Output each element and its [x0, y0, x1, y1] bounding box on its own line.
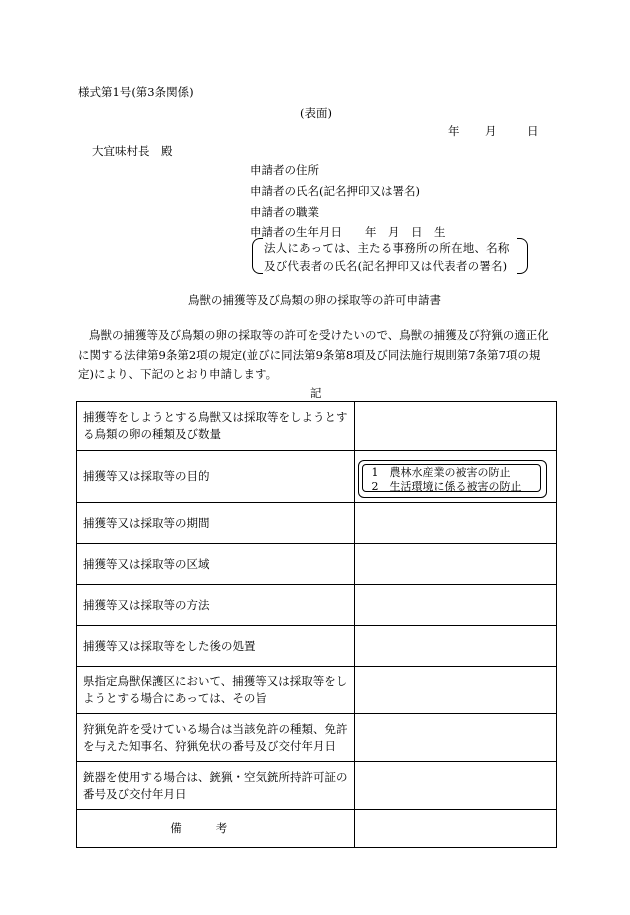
row-label: 捕獲等又は採取等の区域	[77, 544, 355, 585]
row-label: 銃器を使用する場合は、銃猟・空気銃所持許可証の番号及び交付年月日	[77, 762, 355, 810]
applicant-occupation-label: 申請者の職業	[250, 205, 319, 219]
table-row	[77, 762, 557, 810]
applicant-address-label: 申請者の住所	[250, 163, 319, 177]
table-row	[77, 714, 557, 762]
purpose-option[interactable]: 2 生活環境に係る被害の防止	[371, 479, 522, 493]
table-row	[77, 810, 557, 848]
table-row	[77, 585, 557, 626]
row-value-field[interactable]	[355, 762, 557, 810]
table-row	[77, 451, 557, 503]
purpose-box	[359, 460, 552, 494]
application-body-text: 鳥獣の捕獲等及び鳥類の卵の採取等の許可を受けたいので、鳥獣の捕獲及び狩猟の適正化に関する法律第9条第2項の規定(並びに同法第9条第8項及び同法施行規則第7条第7項の規定)により、下記のとおり申請します。	[78, 328, 549, 381]
row-label: 捕獲等又は採取等をした後の処置	[77, 626, 355, 667]
corporation-note-text: 法人にあっては、主たる事務所の所在地、名称及び代表者の氏名(記名押印又は代表者の署名)	[264, 241, 510, 273]
table-row	[77, 503, 557, 544]
row-value-field[interactable]	[355, 667, 557, 714]
row-label: 捕獲等又は採取等の方法	[77, 585, 355, 626]
row-label: 狩猟免許を受けている場合は当該免許の種類、免許を与えた知事名、狩猟免状の番号及び交付年月日	[77, 714, 355, 762]
left-bracket	[252, 238, 263, 274]
side-label: (表面)	[300, 106, 332, 120]
row-label: 捕獲等又は採取等の目的	[77, 451, 355, 503]
table-row	[77, 544, 557, 585]
purpose-outer-frame	[358, 460, 547, 498]
row-value-field[interactable]	[355, 503, 557, 544]
row-label: 県指定鳥獣保護区において、捕獲等又は採取等をしようとする場合にあっては、その旨	[77, 667, 355, 714]
table-row	[77, 667, 557, 714]
ki-mark: 記	[310, 386, 322, 400]
purpose-option[interactable]: 1 農林水産業の被害の防止	[371, 465, 511, 479]
table-row	[77, 402, 557, 451]
date-line	[448, 123, 539, 139]
row-value-field[interactable]	[355, 714, 557, 762]
row-label: 備考	[77, 810, 355, 848]
applicant-name-label: 申請者の氏名(記名押印又は署名)	[250, 184, 420, 198]
row-label: 捕獲等又は採取等の期間	[77, 503, 355, 544]
right-bracket	[517, 238, 528, 274]
corporation-note	[252, 238, 528, 274]
form-number: 様式第1号(第3条関係)	[78, 85, 194, 99]
table-row	[77, 626, 557, 667]
application-items-table	[76, 401, 557, 848]
date-month: 月	[485, 124, 497, 138]
addressee: 大宜味村長 殿	[92, 144, 173, 158]
row-value-field[interactable]	[355, 402, 557, 451]
row-label: 捕獲等をしようとする鳥獣又は採取等をしようとする鳥類の卵の種類及び数量	[77, 402, 355, 451]
row-value-field	[355, 451, 557, 503]
row-value-field[interactable]	[355, 585, 557, 626]
date-day: 日	[527, 124, 539, 138]
row-value-field[interactable]	[355, 810, 557, 848]
row-value-field[interactable]	[355, 626, 557, 667]
applicant-birth-label: 申請者の生年月日 年 月 日 生	[250, 225, 446, 239]
row-value-field[interactable]	[355, 544, 557, 585]
document-title: 鳥獣の捕獲等及び鳥類の卵の採取等の許可申請書	[188, 293, 441, 307]
purpose-options	[362, 464, 541, 492]
date-year: 年	[448, 124, 460, 138]
